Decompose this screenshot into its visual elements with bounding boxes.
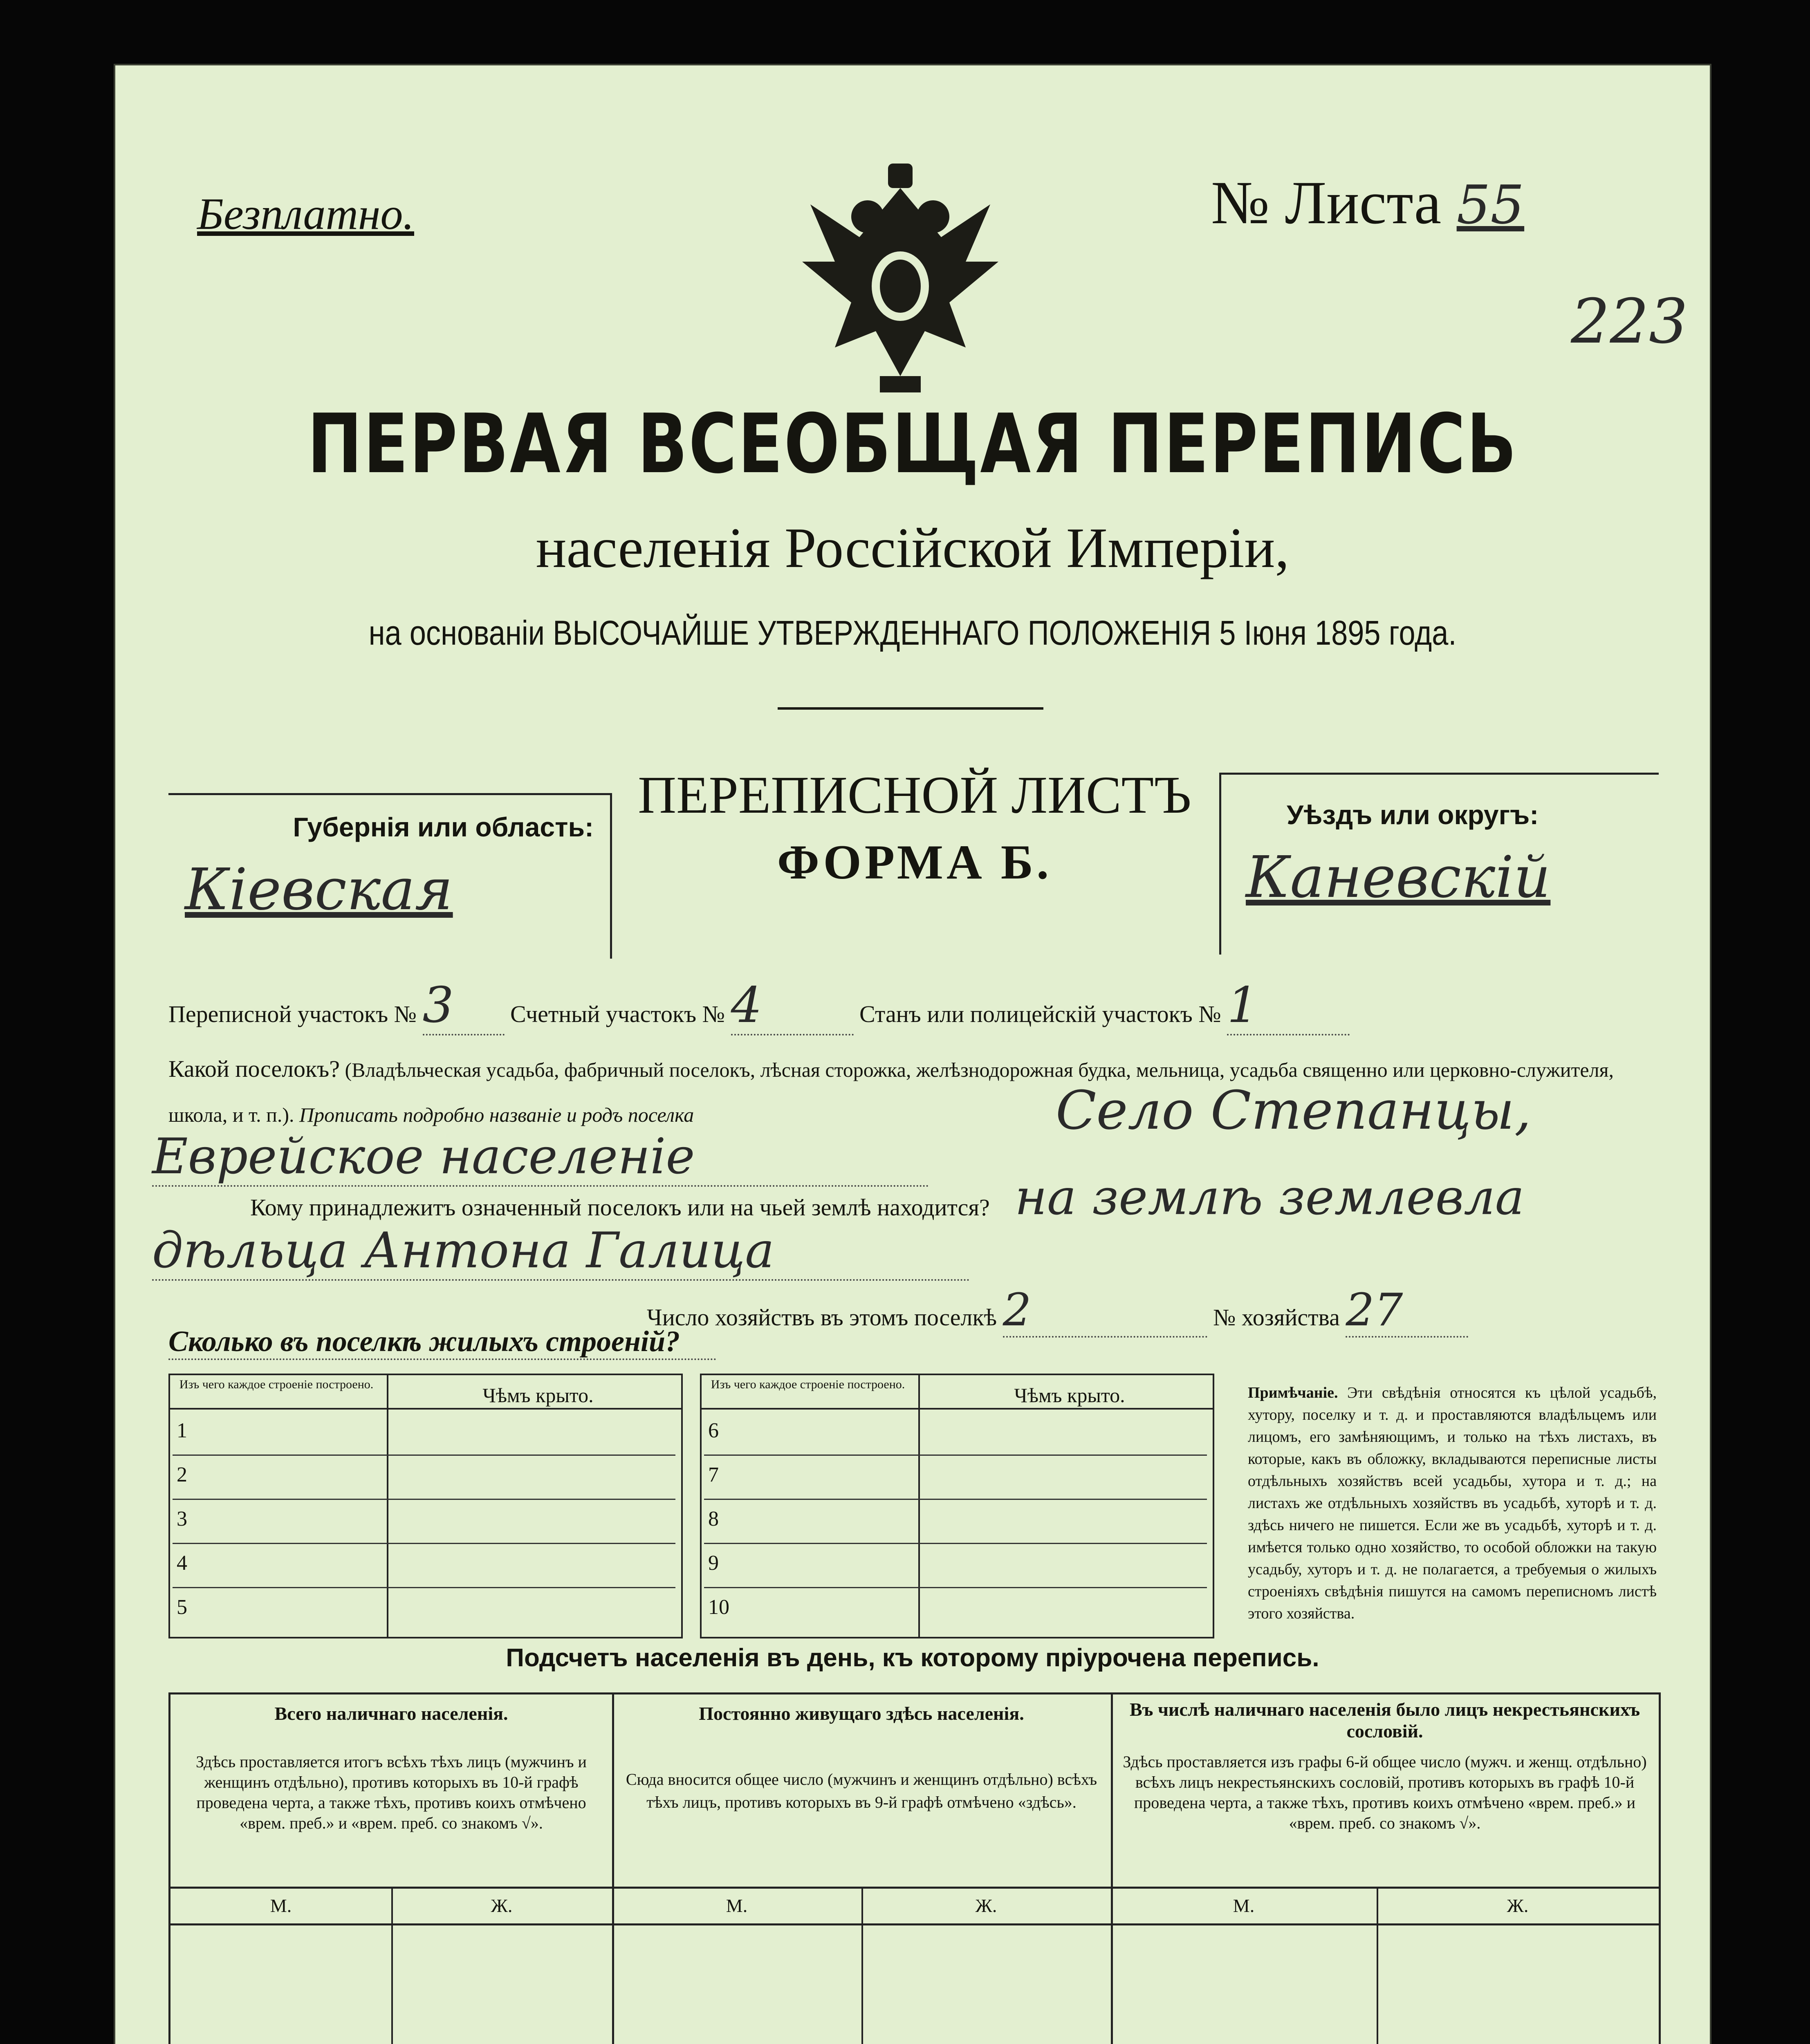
double-headed-eagle-emblem [786,155,1015,401]
buildings-label: Сколько въ поселкѣ жилыхъ строеній? [168,1325,716,1360]
col-roof-header-right: Чѣмъ крыто. [1014,1384,1125,1407]
building-row-number: 2 [177,1463,187,1486]
page-title: ПЕРВАЯ ВСЕОБЩАЯ ПЕРЕПИСЬ [307,397,1518,492]
gubernia-box [168,793,612,959]
building-row-number: 5 [177,1596,187,1619]
uezd-box [1219,773,1659,955]
building-row-number: 1 [177,1419,187,1442]
stan-value: 1 [1227,977,1350,1035]
uezd-label: Уѣздъ или округъ: [1287,800,1539,830]
header-divider [170,1408,681,1410]
settlement-hint: (Владѣльческая усадьба, фабричный поселокъ, лѣсная сторожка, желѣзнодорожная будка, мельница, усадьба священно или церковно-служителя, школа, и т. п.). [168,1058,1614,1126]
buildings-table-left [168,1374,683,1638]
census-area-value: 3 [423,977,505,1035]
stan-label: Станъ или полицейскій участокъ № [859,1001,1221,1027]
owner-value-1: на землѣ землевла [1015,1169,1525,1226]
col1-female: Ж. [491,1895,513,1916]
population-heading: Подсчетъ населенія въ день, къ которому пріурочена перепись. [506,1644,1319,1672]
form-name: ФОРМА Б. [777,835,1052,889]
note-block [1248,1382,1657,1625]
sheet-number-value: 55 [1456,174,1525,236]
count-area-label: Счетный участокъ № [510,1001,725,1027]
building-row-divider [173,1455,675,1456]
col1-title: Всего наличнаго населенія. [274,1703,508,1724]
corner-number: 223 [1571,286,1688,357]
building-row-divider [173,1543,675,1544]
free-label: Безплатно. [197,189,414,239]
basis-line: на основаніи ВЫСОЧАЙШЕ УТВЕРЖДЕННАГО ПОЛОЖЕНІЯ 5 Іюня 1895 года. [368,614,1457,652]
owner-value-2: дѣльца Антона Галица [152,1222,970,1281]
divider [612,1694,614,2044]
household-number-label: № хозяйства [1213,1304,1340,1331]
settlement-value-2: Еврейское населеніе [152,1128,929,1187]
building-row-number: 4 [177,1551,187,1575]
households-value: 2 [1003,1284,1207,1338]
divider [170,1887,1659,1889]
building-row-divider [704,1455,1207,1456]
settlement-hint-italic: Прописать подробно названіе и родъ поселка [299,1103,694,1126]
building-row-divider [704,1587,1207,1588]
count-area-value: 4 [731,977,854,1035]
note-text: Эти свѣдѣнія относятся къ цѣлой усадьбѣ, хутору, поселку и т. д. и проставляются владѣльцемъ или лицомъ, его замѣняющимъ, и только на тѣхъ листахъ, въ которые, какъ въ обложку, вкладываются переписные листы отдѣльныхъ хозяйствъ всей усадьбы, хутора и т. д.; на листахъ же отдѣльныхъ хозяйствъ въ усадьбѣ, хуторѣ и т. д. здѣсь ничего не пишется. Если же въ усадьбѣ, хуторѣ и т. д. имѣется только одно хозяйство, то особой обложки на такую усадьбу, хуторъ и т. д. не полагается, а требуемыя о жилыхъ строеніяхъ свѣдѣнія пишутся на самомъ переписномъ листѣ этого хозяйства. [1248,1384,1657,1622]
col1-male: М. [270,1895,292,1916]
col2-female: Ж. [975,1895,997,1916]
building-row-number: 8 [708,1507,719,1531]
form-heading: ПЕРЕПИСНОЙ ЛИСТЪ [638,766,1191,825]
col3-text: Здѣсь проставляется изъ графы 6-й общее число (мужч. и женщ. отдѣльно) всѣхъ лицъ некрестьянскихъ сословій, противъ которыхъ въ графѣ 10-й проведена черта, а также тѣхъ, противъ коихъ отмѣчено «врем. преб.» и «врем. преб. со знакомъ √». [1123,1753,1647,1832]
divider [1111,1694,1113,2044]
settlement-label: Какой поселокъ? [168,1056,340,1082]
buildings-tables [168,1374,1240,1635]
gubernia-label: Губернія или область: [293,812,594,842]
col-material-header-right: Изъ чего каждое строеніе построено. [711,1378,905,1391]
building-row-divider [173,1587,675,1588]
building-row-number: 7 [708,1463,719,1486]
header-divider [702,1408,1213,1410]
note-title: Примѣчаніе. [1248,1384,1338,1401]
col-material-header: Изъ чего каждое строеніе построено. [179,1378,374,1391]
col2-title: Постоянно живущаго здѣсь населенія. [699,1703,1024,1724]
building-row-number: 3 [177,1507,187,1531]
building-row-number: 6 [708,1419,719,1442]
owner-label: Кому принадлежитъ означенный поселокъ или на чьей землѣ находится? [250,1194,990,1221]
uezd-value: Каневскій [1246,844,1551,911]
population-table [168,1692,1661,2044]
building-row-divider [704,1499,1207,1500]
census-form-sheet [115,65,1710,2044]
household-number-value: 27 [1346,1284,1468,1338]
gubernia-value: Кіевская [185,856,453,923]
page-subtitle: населенія Россійской Имперіи, [536,516,1290,580]
col1-text: Здѣсь проставляется итогъ всѣхъ тѣхъ лицъ (мужчинъ и женщинъ отдѣльно), противъ которыхъ въ 10-й графѣ проведена черта, а также тѣхъ, противъ коихъ отмѣчено «врем. преб.» и «врем. преб. со знакомъ √». [196,1753,587,1832]
col2-male: М. [726,1895,748,1916]
households-label: Число хозяйствъ въ этомъ поселкѣ [647,1304,997,1331]
building-row-number: 9 [708,1551,719,1575]
sheet-number-label: № Листа [1211,169,1442,237]
buildings-table-right [700,1374,1214,1638]
census-area-label: Переписной участокъ № [168,1001,417,1027]
building-row-divider [704,1543,1207,1544]
column-divider [387,1375,388,1637]
building-row-number: 10 [708,1596,729,1619]
building-row-divider [173,1499,675,1500]
settlement-value-1: Село Степанцы, [1056,1079,1532,1141]
col-roof-header: Чѣмъ крыто. [482,1384,594,1407]
divider [170,1923,1659,1925]
col3-title: Въ числѣ наличнаго населенія было лицъ некрестьянскихъ сословій. [1129,1699,1640,1741]
column-divider [918,1375,920,1637]
col3-female: Ж. [1507,1895,1529,1916]
areas-line [168,977,1661,1034]
col3-male: М. [1233,1895,1255,1916]
households-block [647,1284,1468,1338]
col2-text: Сюда вносится общее число (мужчинъ и женщинъ отдѣльно) всѣхъ тѣхъ лицъ, противъ которыхъ въ 9-й графѣ отмѣчено «здѣсь». [626,1770,1097,1811]
sheet-number-block [1211,168,1524,238]
separator [778,707,1043,710]
